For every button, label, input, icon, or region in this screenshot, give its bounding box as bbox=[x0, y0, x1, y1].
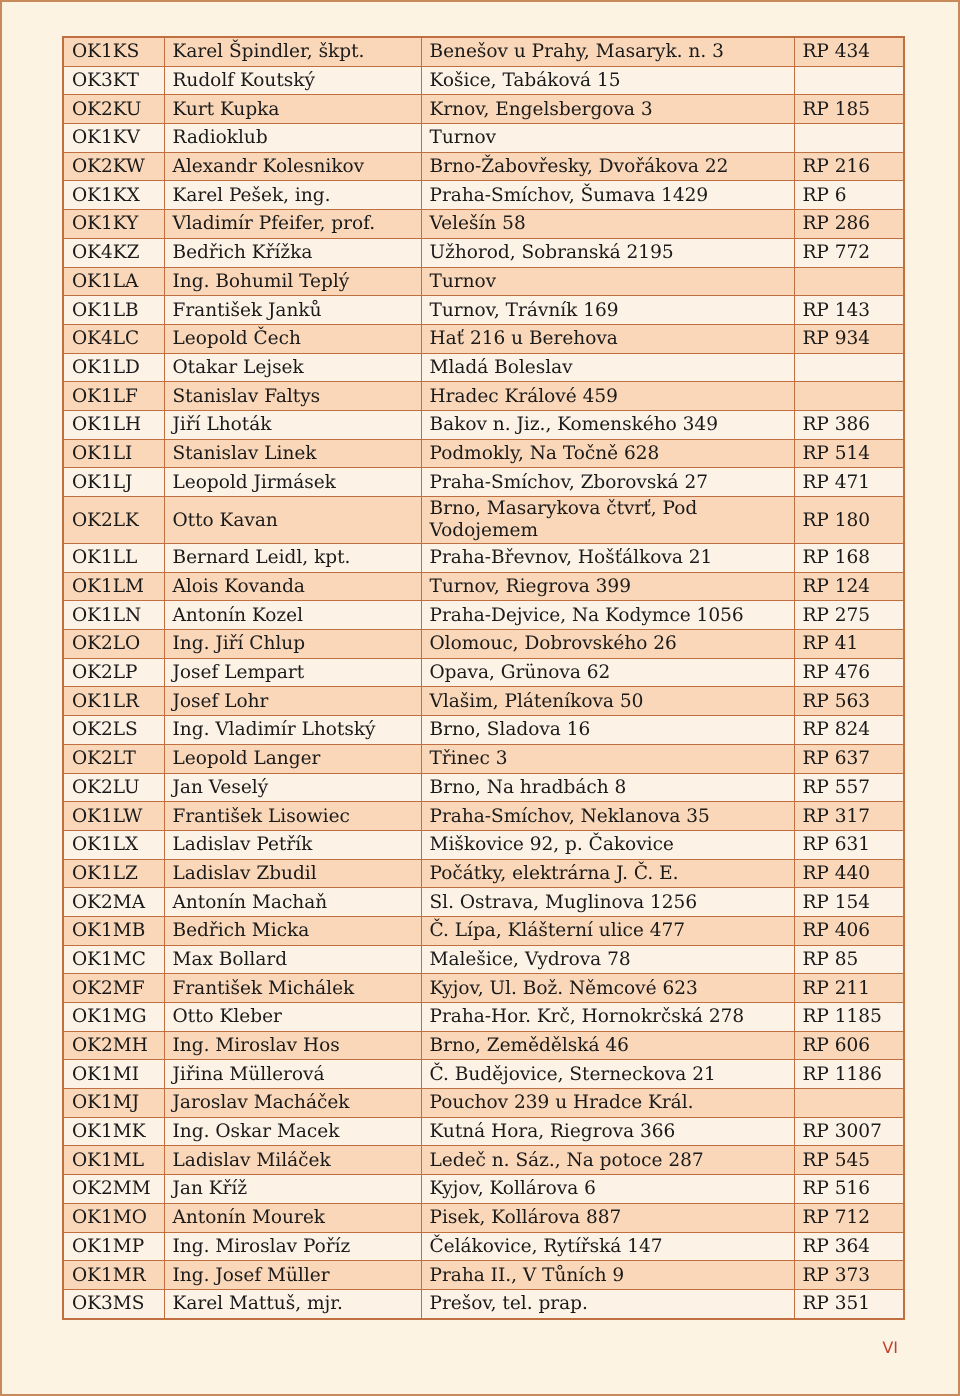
table-row bbox=[63, 1146, 904, 1175]
address-cell: Č. Budějovice, Sterneckova 21 bbox=[421, 1060, 794, 1089]
name-cell: Ing. Jiří Chlup bbox=[164, 630, 421, 659]
callsign-cell: OK1LB bbox=[63, 296, 164, 325]
table-row bbox=[63, 152, 904, 181]
table-row bbox=[63, 888, 904, 917]
callsign-cell: OK1MP bbox=[63, 1232, 164, 1261]
address-cell: Turnov bbox=[421, 124, 794, 153]
table-row bbox=[63, 439, 904, 468]
table-row bbox=[63, 773, 904, 802]
rp-number-cell: RP 286 bbox=[794, 210, 904, 239]
callsign-cell: OK4KZ bbox=[63, 238, 164, 267]
rp-number-cell: RP 557 bbox=[794, 773, 904, 802]
table-row bbox=[63, 1232, 904, 1261]
table-row bbox=[63, 353, 904, 382]
rp-number-cell: RP 364 bbox=[794, 1232, 904, 1261]
table-row bbox=[63, 830, 904, 859]
table-row bbox=[63, 1203, 904, 1232]
page-number: VI bbox=[882, 1338, 898, 1357]
table-row bbox=[63, 572, 904, 601]
rp-number-cell: RP 168 bbox=[794, 544, 904, 573]
callsign-cell: OK3KT bbox=[63, 66, 164, 95]
rp-number-cell: RP 514 bbox=[794, 439, 904, 468]
address-cell: Turnov bbox=[421, 267, 794, 296]
name-cell: Rudolf Koutský bbox=[164, 66, 421, 95]
table-row bbox=[63, 382, 904, 411]
callsign-cell: OK1LR bbox=[63, 687, 164, 716]
name-cell: Leopold Langer bbox=[164, 744, 421, 773]
rp-number-cell: RP 434 bbox=[794, 37, 904, 66]
address-cell: Košice, Tabáková 15 bbox=[421, 66, 794, 95]
rp-number-cell: RP 85 bbox=[794, 945, 904, 974]
address-cell: Praha-Smíchov, Neklanova 35 bbox=[421, 802, 794, 831]
table-row bbox=[63, 1261, 904, 1290]
name-cell: Otto Kavan bbox=[164, 497, 421, 544]
name-cell: Leopold Jirmásek bbox=[164, 468, 421, 497]
name-cell: Jaroslav Macháček bbox=[164, 1089, 421, 1118]
table-row bbox=[63, 687, 904, 716]
table-row bbox=[63, 716, 904, 745]
callsign-cell: OK1MG bbox=[63, 1003, 164, 1032]
table-row bbox=[63, 1060, 904, 1089]
table-row bbox=[63, 1175, 904, 1204]
name-cell: Otto Kleber bbox=[164, 1003, 421, 1032]
rp-number-cell: RP 934 bbox=[794, 324, 904, 353]
address-cell: Praha II., V Tůních 9 bbox=[421, 1261, 794, 1290]
name-cell: Ladislav Petřík bbox=[164, 830, 421, 859]
callsign-cell: OK2MM bbox=[63, 1175, 164, 1204]
address-cell: Podmokly, Na Točně 628 bbox=[421, 439, 794, 468]
rp-number-cell bbox=[794, 66, 904, 95]
rp-number-cell: RP 631 bbox=[794, 830, 904, 859]
callsign-cell: OK1LL bbox=[63, 544, 164, 573]
name-cell: Stanislav Faltys bbox=[164, 382, 421, 411]
name-cell: Alois Kovanda bbox=[164, 572, 421, 601]
callsign-cell: OK1LZ bbox=[63, 859, 164, 888]
name-cell: Jan Kříž bbox=[164, 1175, 421, 1204]
address-cell: Brno-Žabovřesky, Dvořákova 22 bbox=[421, 152, 794, 181]
rp-number-cell: RP 772 bbox=[794, 238, 904, 267]
address-cell: Benešov u Prahy, Masaryk. n. 3 bbox=[421, 37, 794, 66]
address-cell: Brno, Sladova 16 bbox=[421, 716, 794, 745]
rp-number-cell: RP 185 bbox=[794, 95, 904, 124]
table-row bbox=[63, 945, 904, 974]
callsign-cell: OK2MA bbox=[63, 888, 164, 917]
rp-number-cell: RP 124 bbox=[794, 572, 904, 601]
callsign-register-table bbox=[62, 36, 905, 1320]
rp-number-cell bbox=[794, 1089, 904, 1118]
table-row bbox=[63, 267, 904, 296]
rp-number-cell: RP 386 bbox=[794, 410, 904, 439]
name-cell: Bedřich Micka bbox=[164, 916, 421, 945]
rp-number-cell: RP 211 bbox=[794, 974, 904, 1003]
register-body bbox=[63, 37, 904, 1319]
address-cell: Vlašim, Pláteníkova 50 bbox=[421, 687, 794, 716]
rp-number-cell: RP 516 bbox=[794, 1175, 904, 1204]
callsign-cell: OK2LS bbox=[63, 716, 164, 745]
table-row bbox=[63, 410, 904, 439]
table-row bbox=[63, 1089, 904, 1118]
name-cell: Ladislav Miláček bbox=[164, 1146, 421, 1175]
callsign-cell: OK1MO bbox=[63, 1203, 164, 1232]
callsign-cell: OK2LU bbox=[63, 773, 164, 802]
address-cell: Praha-Hor. Krč, Hornokrčská 278 bbox=[421, 1003, 794, 1032]
name-cell: Bernard Leidl, kpt. bbox=[164, 544, 421, 573]
callsign-cell: OK1LX bbox=[63, 830, 164, 859]
name-cell: Jan Veselý bbox=[164, 773, 421, 802]
address-cell: Pisek, Kollárova 887 bbox=[421, 1203, 794, 1232]
address-cell: Ledeč n. Sáz., Na potoce 287 bbox=[421, 1146, 794, 1175]
rp-number-cell: RP 351 bbox=[794, 1289, 904, 1318]
rp-number-cell: RP 471 bbox=[794, 468, 904, 497]
name-cell: Vladimír Pfeifer, prof. bbox=[164, 210, 421, 239]
address-cell: Mladá Boleslav bbox=[421, 353, 794, 382]
rp-number-cell: RP 373 bbox=[794, 1261, 904, 1290]
table-row bbox=[63, 859, 904, 888]
name-cell: Ing. Miroslav Poříz bbox=[164, 1232, 421, 1261]
callsign-cell: OK2MF bbox=[63, 974, 164, 1003]
name-cell: Jiří Lhoták bbox=[164, 410, 421, 439]
rp-number-cell: RP 275 bbox=[794, 601, 904, 630]
name-cell: Radioklub bbox=[164, 124, 421, 153]
address-cell: Praha-Dejvice, Na Kodymce 1056 bbox=[421, 601, 794, 630]
address-cell: Miškovice 92, p. Čakovice bbox=[421, 830, 794, 859]
callsign-cell: OK1MK bbox=[63, 1117, 164, 1146]
address-cell: Brno, Zemědělská 46 bbox=[421, 1031, 794, 1060]
rp-number-cell bbox=[794, 124, 904, 153]
address-cell: Hradec Králové 459 bbox=[421, 382, 794, 411]
callsign-cell: OK1LI bbox=[63, 439, 164, 468]
name-cell: Kurt Kupka bbox=[164, 95, 421, 124]
callsign-cell: OK2MH bbox=[63, 1031, 164, 1060]
address-cell: Turnov, Trávník 169 bbox=[421, 296, 794, 325]
table-row bbox=[63, 1003, 904, 1032]
callsign-cell: OK1LJ bbox=[63, 468, 164, 497]
callsign-cell: OK1MI bbox=[63, 1060, 164, 1089]
rp-number-cell: RP 180 bbox=[794, 497, 904, 544]
table-row bbox=[63, 37, 904, 66]
name-cell: Stanislav Linek bbox=[164, 439, 421, 468]
callsign-cell: OK1LA bbox=[63, 267, 164, 296]
table-row bbox=[63, 744, 904, 773]
name-cell: Ing. Bohumil Teplý bbox=[164, 267, 421, 296]
callsign-cell: OK1LD bbox=[63, 353, 164, 382]
table-row bbox=[63, 601, 904, 630]
name-cell: Karel Špindler, škpt. bbox=[164, 37, 421, 66]
callsign-cell: OK1MJ bbox=[63, 1089, 164, 1118]
callsign-cell: OK1ML bbox=[63, 1146, 164, 1175]
callsign-cell: OK4LC bbox=[63, 324, 164, 353]
name-cell: František Janků bbox=[164, 296, 421, 325]
rp-number-cell: RP 637 bbox=[794, 744, 904, 773]
name-cell: Ladislav Zbudil bbox=[164, 859, 421, 888]
address-cell: Čelákovice, Rytířská 147 bbox=[421, 1232, 794, 1261]
table-row bbox=[63, 324, 904, 353]
name-cell: Antonín Machaň bbox=[164, 888, 421, 917]
rp-number-cell bbox=[794, 382, 904, 411]
table-row bbox=[63, 296, 904, 325]
name-cell: Antonín Mourek bbox=[164, 1203, 421, 1232]
rp-number-cell: RP 3007 bbox=[794, 1117, 904, 1146]
address-cell: Praha-Břevnov, Hošťálkova 21 bbox=[421, 544, 794, 573]
name-cell: Ing. Miroslav Hos bbox=[164, 1031, 421, 1060]
table-row bbox=[63, 544, 904, 573]
address-cell: Prešov, tel. prap. bbox=[421, 1289, 794, 1318]
name-cell: Karel Pešek, ing. bbox=[164, 181, 421, 210]
callsign-cell: OK2KU bbox=[63, 95, 164, 124]
callsign-cell: OK1KY bbox=[63, 210, 164, 239]
rp-number-cell: RP 41 bbox=[794, 630, 904, 659]
rp-number-cell: RP 563 bbox=[794, 687, 904, 716]
address-cell: Velešín 58 bbox=[421, 210, 794, 239]
callsign-cell: OK1MB bbox=[63, 916, 164, 945]
table-row bbox=[63, 1117, 904, 1146]
address-cell: Bakov n. Jiz., Komenského 349 bbox=[421, 410, 794, 439]
rp-number-cell: RP 476 bbox=[794, 658, 904, 687]
address-cell: Kyjov, Kollárova 6 bbox=[421, 1175, 794, 1204]
table-row bbox=[63, 1031, 904, 1060]
address-cell: Pouchov 239 u Hradce Král. bbox=[421, 1089, 794, 1118]
address-cell: Sl. Ostrava, Muglinova 1256 bbox=[421, 888, 794, 917]
name-cell: Josef Lohr bbox=[164, 687, 421, 716]
table-row bbox=[63, 1289, 904, 1318]
address-cell: Brno, Masarykova čtvrť, Pod Vodojemem bbox=[421, 497, 794, 544]
rp-number-cell bbox=[794, 353, 904, 382]
name-cell: Antonín Kozel bbox=[164, 601, 421, 630]
address-cell: Třinec 3 bbox=[421, 744, 794, 773]
callsign-cell: OK2KW bbox=[63, 152, 164, 181]
name-cell: František Lisowiec bbox=[164, 802, 421, 831]
callsign-cell: OK1KV bbox=[63, 124, 164, 153]
address-cell: Hať 216 u Berehova bbox=[421, 324, 794, 353]
name-cell: Ing. Oskar Macek bbox=[164, 1117, 421, 1146]
address-cell: Krnov, Engelsbergova 3 bbox=[421, 95, 794, 124]
name-cell: Otakar Lejsek bbox=[164, 353, 421, 382]
name-cell: Max Bollard bbox=[164, 945, 421, 974]
rp-number-cell: RP 317 bbox=[794, 802, 904, 831]
rp-number-cell: RP 824 bbox=[794, 716, 904, 745]
name-cell: Ing. Josef Müller bbox=[164, 1261, 421, 1290]
callsign-cell: OK2LT bbox=[63, 744, 164, 773]
callsign-cell: OK3MS bbox=[63, 1289, 164, 1318]
callsign-cell: OK1LW bbox=[63, 802, 164, 831]
name-cell: Leopold Čech bbox=[164, 324, 421, 353]
table-row bbox=[63, 497, 904, 544]
address-cell: Brno, Na hradbách 8 bbox=[421, 773, 794, 802]
address-cell: Opava, Grünova 62 bbox=[421, 658, 794, 687]
table-row bbox=[63, 238, 904, 267]
callsign-cell: OK2LO bbox=[63, 630, 164, 659]
address-cell: Praha-Smíchov, Zborovská 27 bbox=[421, 468, 794, 497]
name-cell: Ing. Vladimír Lhotský bbox=[164, 716, 421, 745]
rp-number-cell bbox=[794, 267, 904, 296]
address-cell: Praha-Smíchov, Šumava 1429 bbox=[421, 181, 794, 210]
table-row bbox=[63, 802, 904, 831]
rp-number-cell: RP 606 bbox=[794, 1031, 904, 1060]
callsign-cell: OK1LM bbox=[63, 572, 164, 601]
address-cell: Kutná Hora, Riegrova 366 bbox=[421, 1117, 794, 1146]
callsign-cell: OK1LF bbox=[63, 382, 164, 411]
name-cell: František Michálek bbox=[164, 974, 421, 1003]
callsign-cell: OK1MR bbox=[63, 1261, 164, 1290]
rp-number-cell: RP 6 bbox=[794, 181, 904, 210]
table-row bbox=[63, 916, 904, 945]
rp-number-cell: RP 545 bbox=[794, 1146, 904, 1175]
address-cell: Olomouc, Dobrovského 26 bbox=[421, 630, 794, 659]
table-row bbox=[63, 630, 904, 659]
rp-number-cell: RP 216 bbox=[794, 152, 904, 181]
rp-number-cell: RP 143 bbox=[794, 296, 904, 325]
rp-number-cell: RP 1185 bbox=[794, 1003, 904, 1032]
address-cell: Turnov, Riegrova 399 bbox=[421, 572, 794, 601]
name-cell: Josef Lempart bbox=[164, 658, 421, 687]
rp-number-cell: RP 712 bbox=[794, 1203, 904, 1232]
rp-number-cell: RP 1186 bbox=[794, 1060, 904, 1089]
callsign-cell: OK1KS bbox=[63, 37, 164, 66]
callsign-cell: OK1KX bbox=[63, 181, 164, 210]
name-cell: Bedřich Křížka bbox=[164, 238, 421, 267]
name-cell: Karel Mattuš, mjr. bbox=[164, 1289, 421, 1318]
table-row bbox=[63, 974, 904, 1003]
callsign-cell: OK1MC bbox=[63, 945, 164, 974]
address-cell: Malešice, Vydrova 78 bbox=[421, 945, 794, 974]
rp-number-cell: RP 440 bbox=[794, 859, 904, 888]
callsign-cell: OK2LP bbox=[63, 658, 164, 687]
table-row bbox=[63, 468, 904, 497]
callsign-cell: OK1LH bbox=[63, 410, 164, 439]
table-row bbox=[63, 181, 904, 210]
name-cell: Alexandr Kolesnikov bbox=[164, 152, 421, 181]
callsign-cell: OK1LN bbox=[63, 601, 164, 630]
table-row bbox=[63, 66, 904, 95]
table-row bbox=[63, 95, 904, 124]
rp-number-cell: RP 154 bbox=[794, 888, 904, 917]
table-row bbox=[63, 658, 904, 687]
table-row bbox=[63, 210, 904, 239]
name-cell: Jiřina Müllerová bbox=[164, 1060, 421, 1089]
address-cell: Kyjov, Ul. Bož. Němcové 623 bbox=[421, 974, 794, 1003]
address-cell: Č. Lípa, Klášterní ulice 477 bbox=[421, 916, 794, 945]
callsign-cell: OK2LK bbox=[63, 497, 164, 544]
address-cell: Užhorod, Sobranská 2195 bbox=[421, 238, 794, 267]
rp-number-cell: RP 406 bbox=[794, 916, 904, 945]
table-row bbox=[63, 124, 904, 153]
address-cell: Počátky, elektrárna J. Č. E. bbox=[421, 859, 794, 888]
